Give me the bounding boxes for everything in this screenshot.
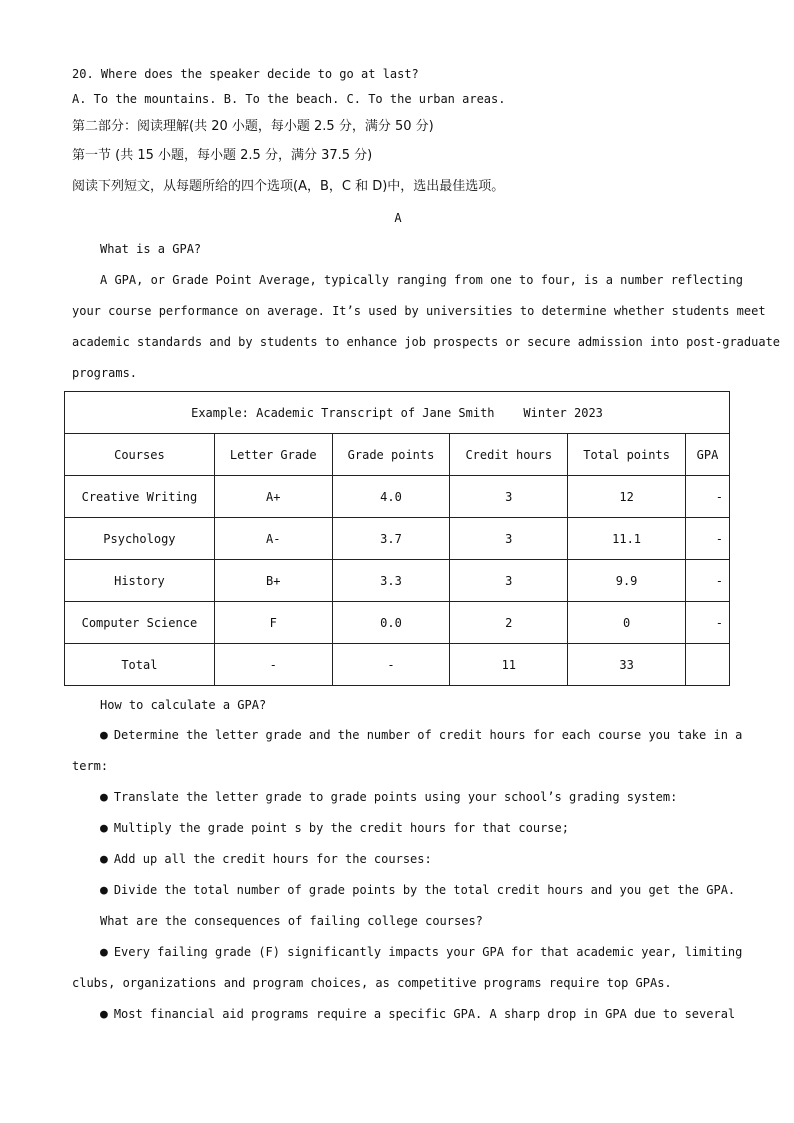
bullet-text: Translate the letter grade to grade points using your school’s grading system:: [113, 790, 678, 804]
cell-letter-grade: A+: [214, 476, 332, 518]
table-caption-row: [65, 392, 730, 434]
cell-credit-hours: 3: [450, 560, 568, 602]
how-bullet-4: [72, 844, 724, 875]
header-grade-points: Grade points: [332, 434, 450, 476]
bullet-icon: ●: [100, 945, 108, 960]
bullet-text: Add up all the credit hours for the courses:: [113, 852, 432, 866]
table-row: [65, 560, 730, 602]
cell-grade-points: 3.7: [332, 518, 450, 560]
cell-total-points: 9.9: [568, 560, 686, 602]
cell-credit-hours: 2: [450, 602, 568, 644]
cell-total-points: 33: [568, 644, 686, 686]
bullet-icon: ●: [100, 790, 108, 805]
after-table-content: [72, 690, 743, 1030]
bullet-icon: ●: [100, 883, 108, 898]
cell-total-points: 0: [568, 602, 686, 644]
section1-heading: 第一节 (共 15 小题，每小题 2.5 分，满分 37.5 分): [72, 148, 373, 163]
cell-grade-points: 4.0: [332, 476, 450, 518]
how-bullet-5: [72, 875, 736, 906]
table-row: [65, 476, 730, 518]
table-header-row: [65, 434, 730, 476]
part2-heading: 第二部分：阅读理解(共 20 小题，每小题 2.5 分，满分 50 分): [72, 119, 434, 134]
bullet-icon: ●: [100, 728, 108, 743]
question-20: 20. Where does the speaker decide to go at last?: [72, 67, 419, 81]
table-row: [65, 602, 730, 644]
cell-credit-hours: 3: [450, 518, 568, 560]
cell-course: Psychology: [65, 518, 215, 560]
consequence-bullet-2: [72, 999, 736, 1030]
how-bullet-1: [72, 720, 743, 782]
table-caption: Example: Academic Transcript of Jane Smith Winter 2023: [65, 392, 730, 434]
section-title-what-is-gpa: What is a GPA?: [100, 242, 202, 256]
bullet-text: Most financial aid programs require a specific GPA. A sharp drop in GPA due to several: [113, 1007, 736, 1021]
transcript-table: [64, 391, 730, 686]
cell-letter-grade: A-: [214, 518, 332, 560]
cell-credit-hours: 11: [450, 644, 568, 686]
consequence-bullet-1: [72, 937, 743, 999]
header-courses: Courses: [65, 434, 215, 476]
bullet-icon: ●: [100, 852, 108, 867]
header-gpa: GPA: [685, 434, 729, 476]
bullet-text: Divide the total number of grade points by the total credit hours and you get the GPA.: [113, 883, 736, 897]
bullet-text: Multiply the grade point s by the credit hours for that course;: [113, 821, 569, 835]
bullet-icon: ●: [100, 1007, 108, 1022]
intro-line: programs.: [72, 366, 138, 380]
intro-paragraph: [72, 265, 781, 389]
table-total-row: [65, 644, 730, 686]
cell-letter-grade: F: [214, 602, 332, 644]
header-total-points: Total points: [568, 434, 686, 476]
cell-gpa: -: [685, 602, 729, 644]
section-title-consequences: What are the consequences of failing college courses?: [100, 914, 483, 928]
cell-total-points: 12: [568, 476, 686, 518]
cell-course: Computer Science: [65, 602, 215, 644]
bullet-icon: ●: [100, 821, 108, 836]
question-20-options: A. To the mountains. B. To the beach. C. To the urban areas.: [72, 92, 506, 106]
intro-line: academic standards and by students to enhance job prospects or secure admission into post-graduate: [72, 335, 781, 349]
section-title-how-to-calculate: How to calculate a GPA?: [100, 698, 267, 712]
cell-grade-points: 0.0: [332, 602, 450, 644]
bullet-text: Every failing grade (F) significantly impacts your GPA for that academic year, limiting: [113, 945, 743, 959]
intro-line: A GPA, or Grade Point Average, typically ranging from one to four, is a number reflecting: [100, 273, 743, 287]
cell-total-points: 11.1: [568, 518, 686, 560]
how-bullet-2: [72, 782, 724, 813]
table-row: [65, 518, 730, 560]
cell-letter-grade: -: [214, 644, 332, 686]
bullet-text-cont: clubs, organizations and program choices, as competitive programs require top GPAs.: [72, 976, 672, 990]
header-letter-grade: Letter Grade: [214, 434, 332, 476]
header-credit-hours: Credit hours: [450, 434, 568, 476]
cell-gpa: -: [685, 560, 729, 602]
cell-credit-hours: 3: [450, 476, 568, 518]
bullet-text-cont: term:: [72, 759, 109, 773]
cell-gpa: -: [685, 476, 729, 518]
intro-line: your course performance on average. It’s used by universities to determine whether students meet: [72, 304, 766, 318]
cell-course: Creative Writing: [65, 476, 215, 518]
cell-gpa: -: [685, 518, 729, 560]
how-bullet-3: [72, 813, 724, 844]
cell-course: History: [65, 560, 215, 602]
bullet-text: Determine the letter grade and the number of credit hours for each course you take in a: [113, 728, 743, 742]
cell-gpa: [685, 644, 729, 686]
cell-letter-grade: B+: [214, 560, 332, 602]
document-page: [72, 62, 781, 389]
cell-course: Total: [65, 644, 215, 686]
cell-grade-points: -: [332, 644, 450, 686]
passage-letter: A: [394, 211, 402, 225]
reading-instructions: 阅读下列短文，从每题所给的四个选项(A，B，C 和 D)中，选出最佳选项。: [72, 179, 505, 194]
cell-grade-points: 3.3: [332, 560, 450, 602]
